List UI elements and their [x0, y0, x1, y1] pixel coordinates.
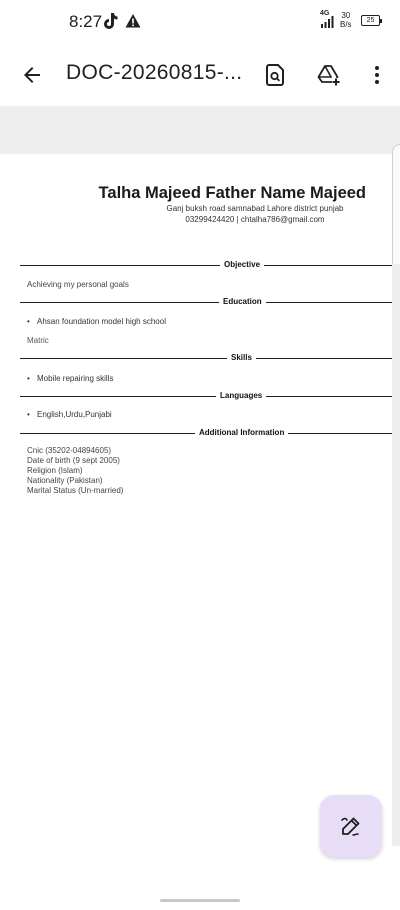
add-to-drive-icon[interactable]	[317, 63, 341, 87]
section-heading: Skills	[227, 353, 256, 362]
resume-address: Ganj buksh road samnabad Lahore district punjab	[166, 204, 344, 213]
additional-info-line: Cnic (35202-04894605)	[27, 446, 112, 455]
list-item	[27, 374, 113, 383]
languages-item: English,Urdu,Punjabi	[37, 410, 112, 419]
find-in-page-icon[interactable]	[263, 63, 287, 87]
additional-info-line: Date of birth (9 sept 2005)	[27, 456, 120, 465]
section-additional-information	[20, 428, 392, 438]
more-vert-icon[interactable]	[365, 63, 389, 87]
resume-name: Talha Majeed Father Name Majeed	[98, 184, 366, 202]
list-item	[27, 317, 166, 326]
tiktok-icon	[102, 12, 118, 30]
section-languages	[20, 391, 392, 401]
additional-info-block	[27, 446, 123, 496]
education-item: Ahsan foundation model high school	[37, 317, 166, 326]
edit-annotate-icon	[339, 814, 363, 838]
back-arrow-icon[interactable]	[20, 63, 44, 87]
section-objective	[20, 260, 392, 270]
status-time: 8:27	[69, 12, 103, 31]
section-heading: Objective	[220, 260, 264, 269]
additional-info-line: Marital Status (Un-married)	[27, 486, 124, 495]
warning-icon	[125, 13, 141, 29]
network-speed	[340, 11, 352, 29]
signal-icon	[320, 12, 338, 30]
list-item	[27, 410, 112, 419]
additional-info-line: Nationality (Pakistan)	[27, 476, 103, 485]
speed-value: 30	[341, 11, 351, 20]
section-heading: Education	[219, 297, 266, 306]
document-title: DOC-20260815-...	[66, 61, 243, 84]
resume-contact: 03299424420 | chtalha786@gmail.com	[185, 215, 325, 224]
section-skills	[20, 353, 392, 363]
additional-info-line: Religion (Islam)	[27, 466, 83, 475]
battery-icon	[361, 15, 380, 26]
skills-item: Mobile repairing skills	[37, 374, 114, 383]
section-heading: Languages	[216, 391, 266, 400]
section-education	[20, 297, 392, 307]
status-bar	[0, 0, 400, 44]
objective-text: Achieving my personal goals	[27, 280, 129, 289]
next-page-edge	[392, 144, 400, 264]
document-page	[0, 154, 392, 846]
education-note: Matric	[27, 336, 49, 345]
app-bar	[0, 44, 400, 106]
document-viewer[interactable]	[0, 106, 400, 846]
battery-level: 25	[366, 17, 375, 24]
speed-unit: B/s	[340, 20, 352, 29]
gesture-nav-handle[interactable]	[160, 899, 240, 902]
network-type: 4G	[320, 10, 330, 17]
section-heading: Additional Information	[195, 428, 288, 437]
annotate-fab-button[interactable]	[320, 795, 382, 857]
